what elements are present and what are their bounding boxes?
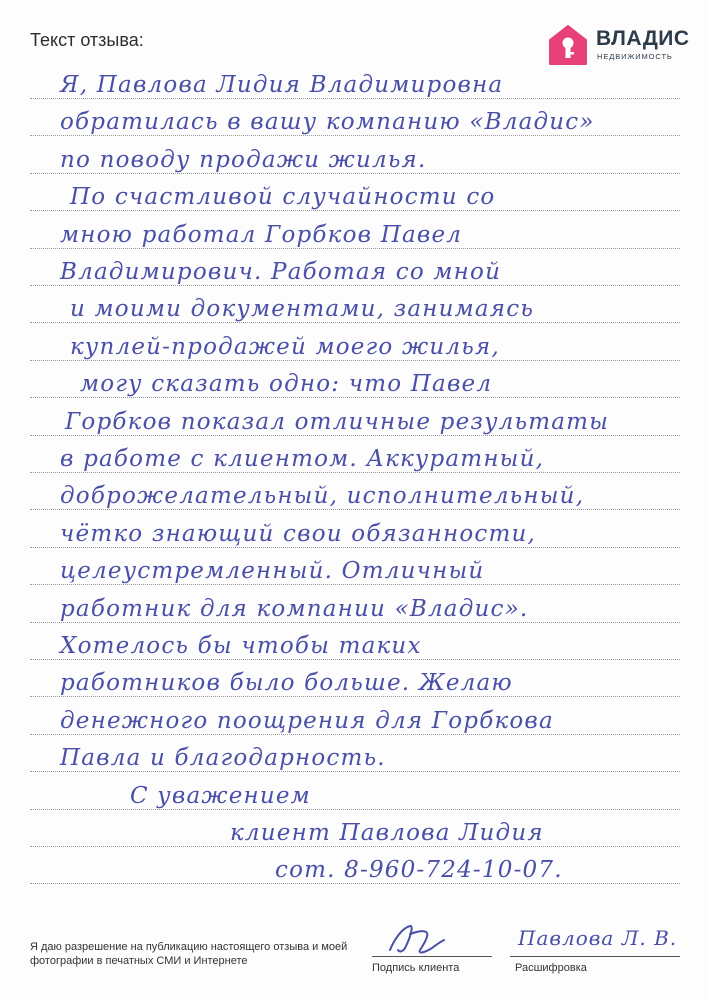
handwritten-line: По счастливой случайности со [70,184,496,211]
signature-label: Подпись клиента [372,962,460,974]
handwritten-line: клиент Павлова Лидия [230,820,544,846]
handwritten-line: мною работал Горбков Павел [60,221,463,248]
handwritten-line: в работе с клиентом. Аккуратный, [60,446,545,472]
handwritten-line: по поводу продажи жилья. [60,146,427,173]
handwritten-line: куплей-продажей моего жилья, [70,333,500,360]
client-signature [380,920,450,958]
ruled-writing-area [30,60,680,900]
handwritten-line: Я, Павлова Лидия Владимировна [60,72,504,98]
form-title: Текст отзыва: [30,30,144,50]
handwritten-line: работник для компании «Владис». [60,595,529,622]
handwritten-line: чётко знающий свои обязанности, [60,520,537,547]
logo-name: ВЛАДИС [596,27,690,50]
handwritten-line: и моими документами, занимаясь [70,296,535,323]
ruled-line [30,809,680,810]
handwritten-line: Горбков показал отличные результаты [65,408,610,435]
handwritten-line: работников было больше. Желаю [60,670,513,697]
decoding-label: Расшифровка [515,962,587,974]
handwritten-line: доброжелательный, исполнительный, [60,483,585,510]
logo-subtitle: НЕДВИЖИМОСТЬ [597,52,673,61]
handwritten-line: денежного поощрения для Горбкова [60,707,554,734]
decoding-line [510,956,680,957]
handwritten-line: целеустремленный. Отличный [60,558,485,585]
publication-consent-text: Я даю разрешение на публикацию настоящего отзыва и моей фотографии в печатных СМИ и Интернете [30,941,348,967]
handwritten-line: Хотелось бы чтобы таких [60,633,422,659]
handwritten-line: Владимирович. Работая со мной [60,259,502,285]
decoding-value: Павлова Л. В. [518,926,678,950]
handwritten-line: Павла и благодарность. [60,745,386,772]
handwritten-line: обратилась в вашу компанию «Владис» [60,109,595,136]
handwritten-line: могу сказать одно: что Павел [80,371,493,398]
handwritten-line: сот. 8-960-724-10-07. [275,857,563,884]
handwritten-line: С уважением [130,782,311,809]
